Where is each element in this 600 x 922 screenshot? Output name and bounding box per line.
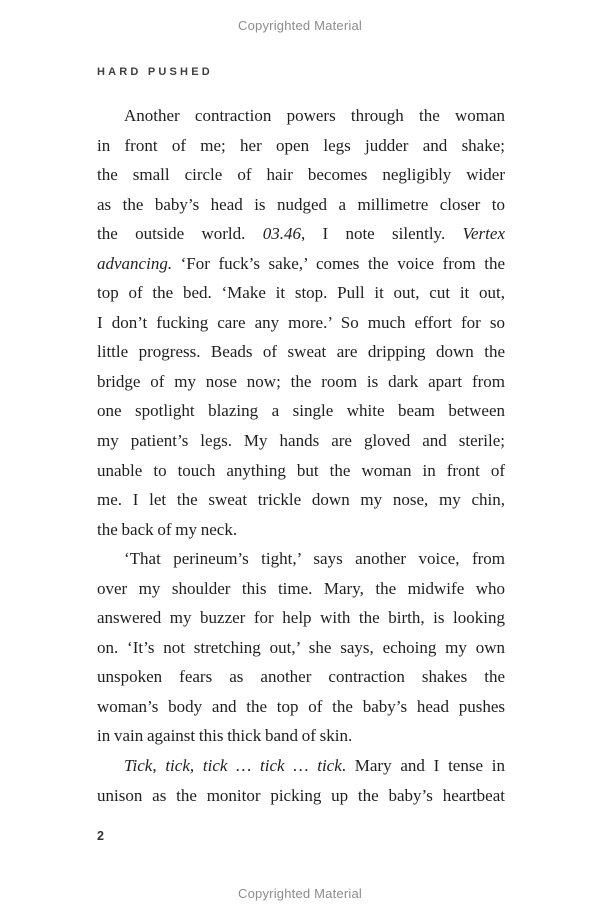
- body-text: [97, 101, 505, 810]
- text-line: over my shoulder this time. Mary, the midwife who: [97, 578, 505, 598]
- text-line: my patient’s legs. My hands are gloved and sterile;: [97, 431, 505, 451]
- copyright-notice-bottom: Copyrighted Material: [238, 886, 362, 901]
- text-line: Tick, tick, tick … tick … tick. Mary and I tense in: [124, 756, 505, 776]
- text-line: unable to touch anything but the woman in front of: [97, 460, 505, 480]
- text-line: Another contraction powers through the woman: [124, 106, 505, 125]
- text-line: the small circle of hair becomes negligibly wider: [97, 165, 505, 185]
- text-line: the back of my neck.: [97, 519, 238, 539]
- text-line: woman’s body and the top of the baby’s head pushes: [97, 696, 505, 716]
- text-line: top of the bed. ‘Make it stop. Pull it out, cut it out,: [97, 283, 505, 303]
- page-number: 2: [97, 829, 104, 843]
- text-line: ‘That perineum’s tight,’ says another voice, from: [124, 549, 505, 569]
- text-line: advancing. ‘For fuck’s sake,’ comes the voice from the: [97, 253, 505, 273]
- text-line: on. ‘It’s not stretching out,’ she says, echoing my own: [97, 637, 505, 657]
- copyright-notice-top: Copyrighted Material: [238, 18, 362, 33]
- text-line: the outside world. 03.46, I note silently. Vertex: [97, 224, 505, 244]
- text-line: little progress. Beads of sweat are dripping down the: [97, 342, 505, 362]
- text-line: in front of me; her open legs judder and shake;: [97, 135, 505, 155]
- running-header: HARD PUSHED: [97, 66, 213, 78]
- text-line: as the baby’s head is nudged a millimetre closer to: [97, 194, 505, 214]
- text-line: unison as the monitor picking up the baby’s heartbeat: [97, 785, 505, 805]
- text-line: I don’t fucking care any more.’ So much effort for so: [97, 312, 505, 332]
- text-line: one spotlight blazing a single white beam between: [97, 401, 505, 421]
- text-line: bridge of my nose now; the room is dark apart from: [97, 371, 505, 391]
- text-line: in vain against this thick band of skin.: [97, 726, 353, 746]
- text-line: unspoken fears as another contraction shakes the: [97, 667, 505, 687]
- text-line: me. I let the sweat trickle down my nose, my chin,: [97, 490, 505, 510]
- text-line: answered my buzzer for help with the birth, is looking: [97, 608, 505, 628]
